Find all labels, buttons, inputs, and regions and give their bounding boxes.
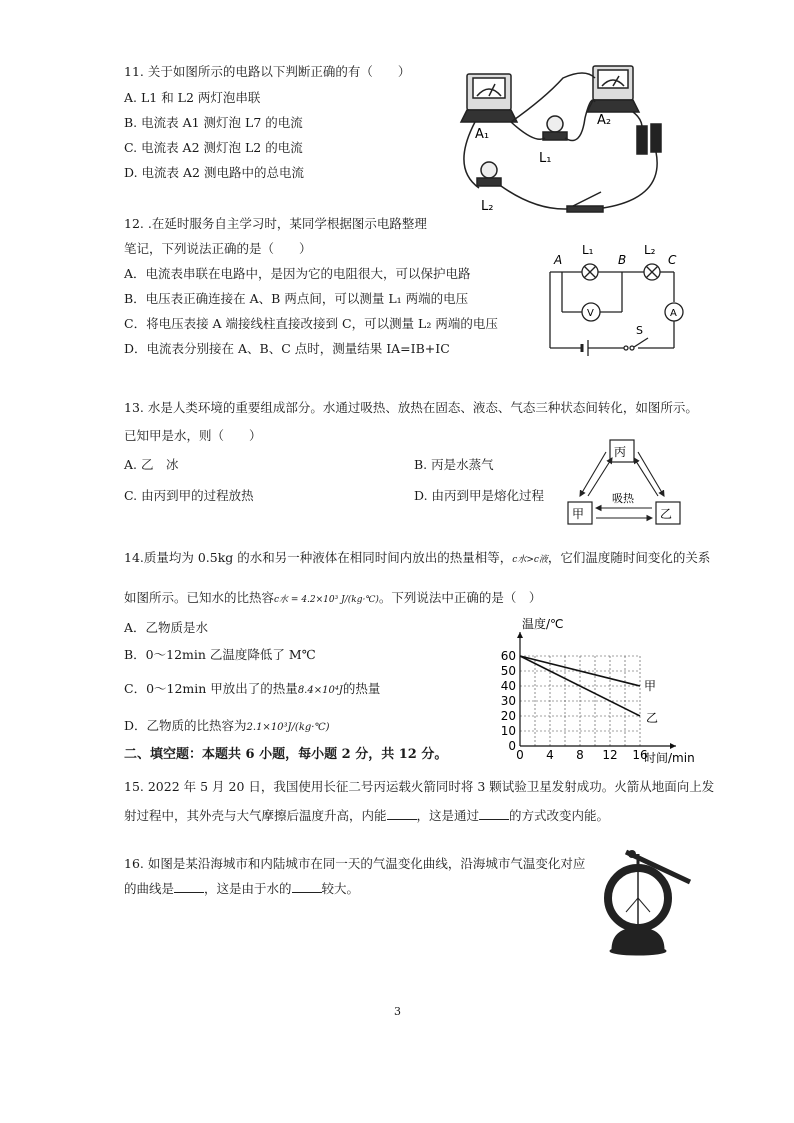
chart-y-arrow <box>517 632 523 638</box>
chart-series-label: 乙 <box>646 711 659 725</box>
q16-line2-b: ，这是由于水的 <box>204 881 292 896</box>
page-number: 3 <box>394 1005 401 1018</box>
q13-option-b: B. 丙是水蒸气 <box>414 457 494 472</box>
q12-label-b: B <box>618 253 627 267</box>
chart-x-tick-label: 4 <box>546 748 554 762</box>
chart-grid <box>520 656 640 746</box>
q13-label-bing: 丙 <box>614 445 627 459</box>
q14-stem-formula: c水 = 4.2×10³ J/(kg·℃) <box>274 595 379 605</box>
q15-line2 <box>124 807 609 824</box>
chart-ylabel: 温度/℃ <box>522 617 564 631</box>
q15-line2-b: ，这是通过 <box>416 808 480 823</box>
chart-y-tick-label: 50 <box>500 664 516 678</box>
q14-option-d-pre: D．乙物质的比热容为 <box>124 718 247 733</box>
q16-blank-2[interactable] <box>292 880 322 893</box>
q14-stem-part2: ，它们温度随时间变化的关系 <box>547 550 711 565</box>
q14-stem-relation: c水>c液 <box>512 555 548 565</box>
q12-label-l2: L₂ <box>644 243 656 257</box>
chart-x-tick-label: 8 <box>576 748 584 762</box>
q11-label-a1: A₁ <box>475 127 490 142</box>
q13-stem-line2: 已知甲是水，则（ ） <box>124 428 262 443</box>
q14-option-c <box>124 681 380 699</box>
q16-line2 <box>124 880 359 897</box>
q15-blank-2[interactable] <box>479 807 509 820</box>
q14-stem-part1: 14.质量均为 0.5kg 的水和另一种液体在相同时间内放出的热量相等， <box>124 550 513 565</box>
q13-option-c: C. 由丙到甲的过程放热 <box>124 488 254 503</box>
q15-line1: 15. 2022 年 5 月 20 日，我国使用长征二号丙运载火箭同时将 3 颗试验卫星发射成功。火箭从地面向上发 <box>124 779 715 794</box>
q14-option-b: B．0～12min 乙温度降低了 M℃ <box>124 647 316 662</box>
q12-label-l1: L₁ <box>582 243 594 257</box>
chart-x-arrow <box>670 743 676 749</box>
section2-heading: 二、填空题：本题共 6 小题，每小题 2 分，共 12 分。 <box>124 747 448 762</box>
q12-label-ammeter: A <box>670 308 677 319</box>
chart-y-tick-label: 0 <box>508 739 516 753</box>
q11-label-l1: L₁ <box>539 151 552 166</box>
q12-circuit-figure <box>540 240 700 360</box>
q14-option-d <box>124 718 330 736</box>
q13-option-d: D. 由丙到甲是熔化过程 <box>414 488 545 503</box>
q11-stem: 11. 关于如图所示的电路以下判断正确的有（ ） <box>124 64 411 79</box>
chart-series-label: 甲 <box>644 679 657 693</box>
q13-label-jia: 甲 <box>572 507 585 521</box>
chart-xlabel: 时间/min <box>644 751 695 765</box>
q16-line2-a: 的曲线是 <box>124 881 175 896</box>
q14-option-a: A．乙物质是水 <box>124 620 209 635</box>
q12-label-c: C <box>668 253 677 267</box>
chart-y-tick-label: 60 <box>500 649 516 663</box>
q14-option-c-pre: C．0～12min 甲放出了的热量 <box>124 681 298 696</box>
q14-stem-part4: 。下列说法中正确的是（ ） <box>378 590 542 605</box>
q11-option-c: C. 电流表 A2 测灯泡 L2 的电流 <box>124 140 303 155</box>
q13-state-diagram <box>560 432 700 532</box>
q16-line2-c: 较大。 <box>321 881 360 896</box>
q12-stem-line2: 笔记，下列说法正确的是（ ） <box>124 241 312 256</box>
q13-option-a: A. 乙 冰 <box>124 457 179 472</box>
q15-line2-c: 的方式改变内能。 <box>509 808 610 823</box>
q11-option-d: D. 电流表 A2 测电路中的总电流 <box>124 165 304 180</box>
q14-option-d-value: 2.1×10³J/(kg·℃) <box>246 722 330 733</box>
q11-option-a: A. L1 和 L2 两灯泡串联 <box>124 90 261 105</box>
chart-x-tick-label: 0 <box>516 748 524 762</box>
q12-label-switch: S <box>636 324 643 337</box>
q15-blank-1[interactable] <box>387 807 417 820</box>
chart-y-tick-label: 40 <box>500 679 516 693</box>
q11-label-l2: L₂ <box>481 199 494 214</box>
chart-ticks <box>501 649 648 762</box>
q11-label-a2: A₂ <box>597 113 612 128</box>
q12-option-b: B．电压表正确连接在 A、B 两点间，可以测量 L₁ 两端的电压 <box>124 291 469 306</box>
q14-stem-part3: 如图所示。已知水的比热容 <box>124 590 275 605</box>
q12-option-a: A．电流表串联在电路中，是因为它的电阻很大，可以保护电路 <box>124 266 471 281</box>
chart-x-tick-label: 12 <box>602 748 618 762</box>
q16-blank-1[interactable] <box>174 880 204 893</box>
q11-circuit-figure <box>445 58 675 228</box>
chart-y-tick-label: 20 <box>500 709 516 723</box>
q15-line2-a: 射过程中，其外壳与大气摩擦后温度升高，内能 <box>124 808 387 823</box>
q12-option-c: C．将电压表接 A 端接线柱直接改接到 C，可以测量 L₂ 两端的电压 <box>124 316 498 331</box>
q13-label-heat: 吸热 <box>612 492 634 505</box>
q12-option-d: D．电流表分别接在 A、B、C 点时，测量结果 IA=IB+IC <box>124 341 450 356</box>
chart-y-tick-label: 30 <box>500 694 516 708</box>
q12-label-voltmeter: V <box>587 308 594 319</box>
chart-series <box>520 656 658 725</box>
q11-option-b: B. 电流表 A1 测灯泡 L7 的电流 <box>124 115 303 130</box>
chart-y-tick-label: 10 <box>500 724 516 738</box>
q14-temperature-chart <box>494 616 702 766</box>
q12-label-a: A <box>554 253 563 267</box>
chart-x-tick-label: 16 <box>632 748 648 762</box>
q14-stem-line1 <box>124 550 710 568</box>
q14-option-c-value: 8.4×10⁴J <box>297 685 343 696</box>
q13-label-yi: 乙 <box>660 507 673 521</box>
q14-option-c-post: 的热量 <box>342 681 381 696</box>
q12-stem-line1: 12. .在延时服务自主学习时，某同学根据图示电路整理 <box>124 216 427 231</box>
q16-apparatus-figure <box>592 840 702 960</box>
q13-stem-line1: 13. 水是人类环境的重要组成部分。水通过吸热、放热在固态、液态、气态三种状态间转化，如图所示。 <box>124 400 698 415</box>
q14-stem-line2 <box>124 590 541 608</box>
q16-line1: 16. 如图是某沿海城市和内陆城市在同一天的气温变化曲线，沿海城市气温变化对应 <box>124 856 586 871</box>
